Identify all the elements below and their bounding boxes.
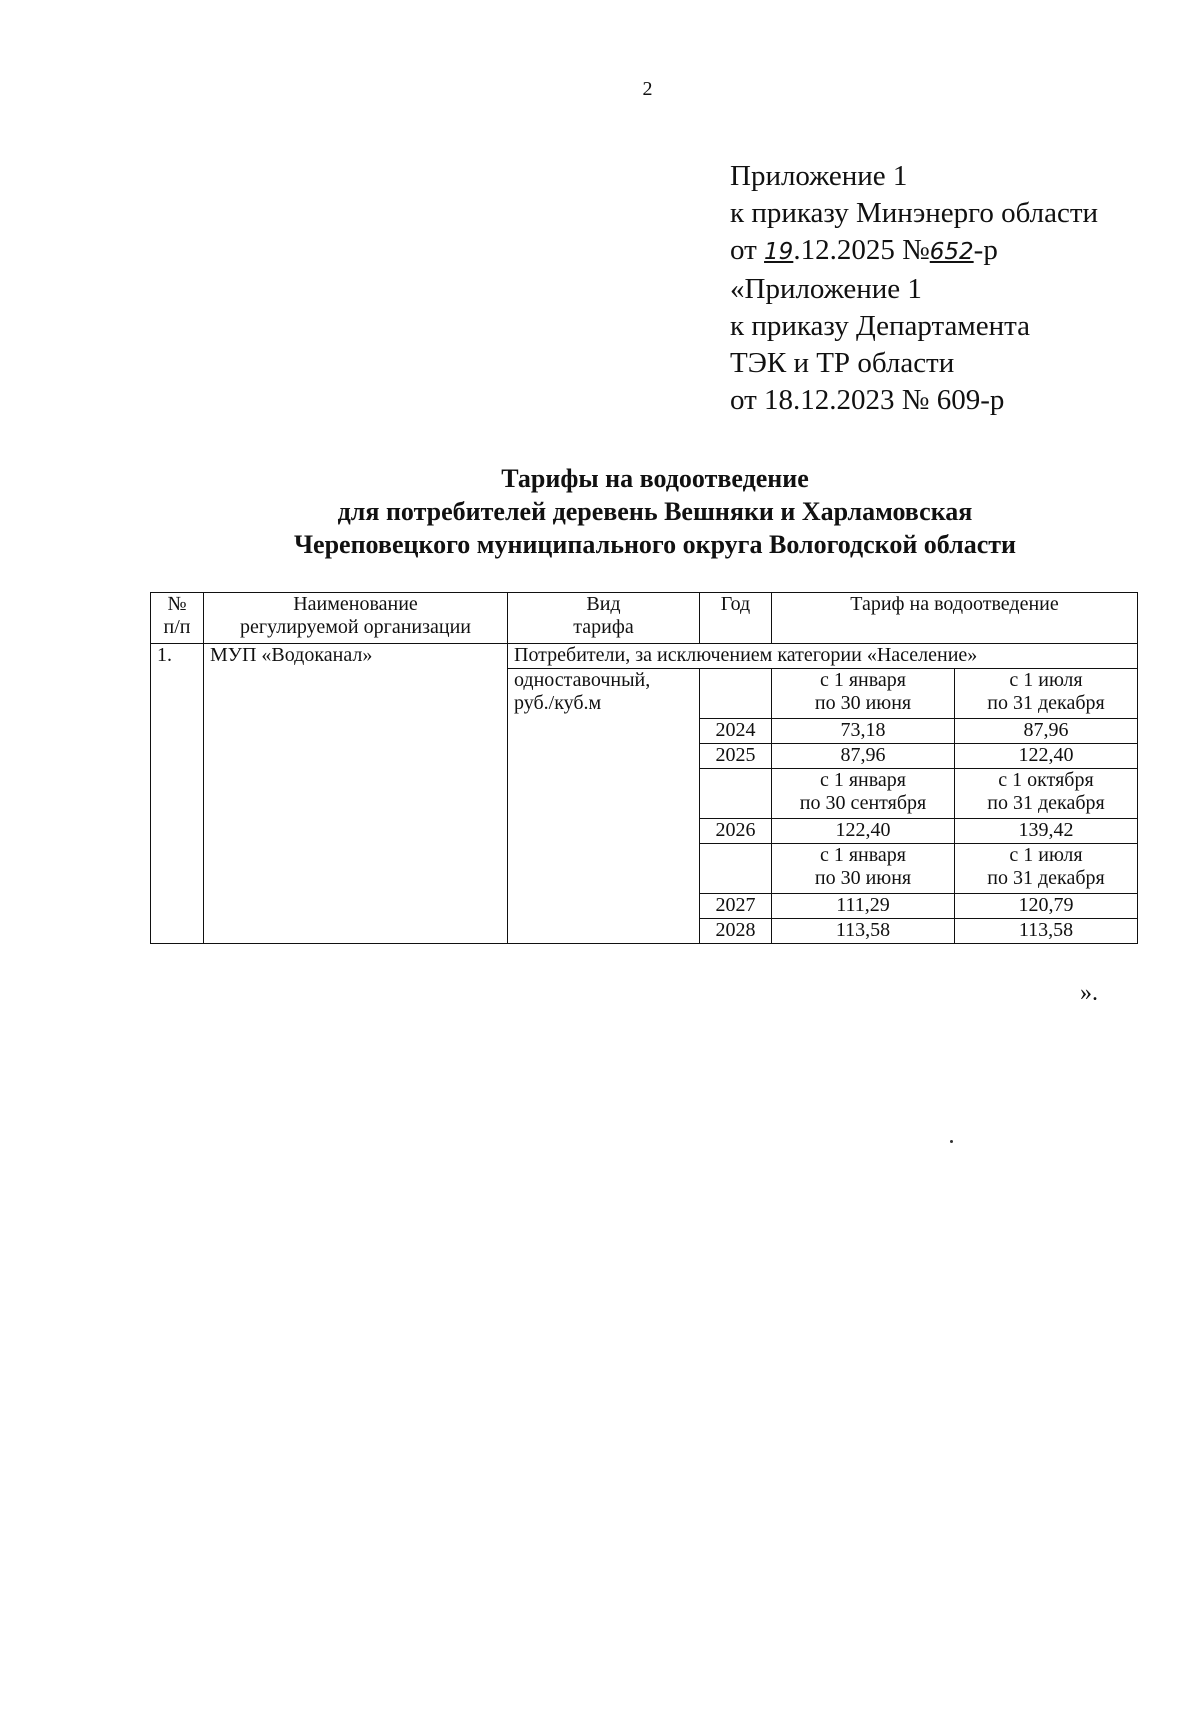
year-cell: 2025 <box>700 744 772 769</box>
value-cell: 113,58 <box>772 919 955 944</box>
appendix-line: к приказу Департамента <box>730 310 1031 342</box>
closing-quote: ». <box>1080 980 1098 1006</box>
handwritten-order-number: 652 <box>929 239 974 265</box>
title-line: Череповецкого муниципального округа Вологодской области <box>293 530 1017 559</box>
tariff-type: одноставочный, руб./куб.м <box>508 669 700 944</box>
period-cell: с 1 января по 30 июня <box>772 844 955 894</box>
year-cell: 2024 <box>700 719 772 744</box>
period-cell: с 1 января по 30 июня <box>772 669 955 719</box>
appendix-date-line <box>730 232 1098 271</box>
year-cell <box>700 769 772 819</box>
stray-dot <box>950 1140 953 1143</box>
value-cell: 122,40 <box>955 744 1138 769</box>
value-cell: 111,29 <box>772 894 955 919</box>
date-middle: .12.2025 № <box>793 234 930 266</box>
period-cell: с 1 октября по 31 декабря <box>955 769 1138 819</box>
consumer-category: Потребители, за исключением категории «Население» <box>508 644 1138 669</box>
handwritten-day: 19 <box>764 239 794 265</box>
year-cell <box>700 669 772 719</box>
table-row <box>151 644 1138 669</box>
tariff-table <box>150 592 1138 944</box>
period-cell: с 1 июля по 31 декабря <box>955 844 1138 894</box>
value-cell: 113,58 <box>955 919 1138 944</box>
table-header-row <box>151 593 1138 644</box>
appendix-line: от 18.12.2023 № 609-р <box>730 384 1005 416</box>
year-cell: 2028 <box>700 919 772 944</box>
title-line: Тарифы на водоотведение <box>501 464 809 493</box>
value-cell: 87,96 <box>772 744 955 769</box>
year-cell <box>700 844 772 894</box>
value-cell: 122,40 <box>772 819 955 844</box>
header-tariff-type: Вид тарифа <box>508 593 700 644</box>
title-line: для потребителей деревень Вешняки и Харламовская <box>337 497 973 526</box>
header-year: Год <box>700 593 772 644</box>
row-number: 1. <box>151 644 204 944</box>
year-cell: 2027 <box>700 894 772 919</box>
appendix-line: к приказу Минэнерго области <box>730 197 1099 229</box>
appendix-line: Приложение 1 <box>730 160 908 192</box>
value-cell: 73,18 <box>772 719 955 744</box>
document-title <box>0 462 1200 561</box>
page-number: 2 <box>642 78 653 100</box>
appendix-line: «Приложение 1 <box>730 273 922 305</box>
appendix-line: ТЭК и ТР области <box>730 347 955 379</box>
period-cell: с 1 января по 30 сентября <box>772 769 955 819</box>
header-number: № п/п <box>151 593 204 644</box>
value-cell: 139,42 <box>955 819 1138 844</box>
header-organization: Наименование регулируемой организации <box>204 593 508 644</box>
organization-name: МУП «Водоканал» <box>204 644 508 944</box>
value-cell: 120,79 <box>955 894 1138 919</box>
appendix-block <box>730 158 1098 419</box>
date-prefix: от <box>730 234 765 266</box>
header-tariff: Тариф на водоотведение <box>772 593 1138 644</box>
order-suffix: -р <box>973 234 998 266</box>
period-cell: с 1 июля по 31 декабря <box>955 669 1138 719</box>
year-cell: 2026 <box>700 819 772 844</box>
value-cell: 87,96 <box>955 719 1138 744</box>
